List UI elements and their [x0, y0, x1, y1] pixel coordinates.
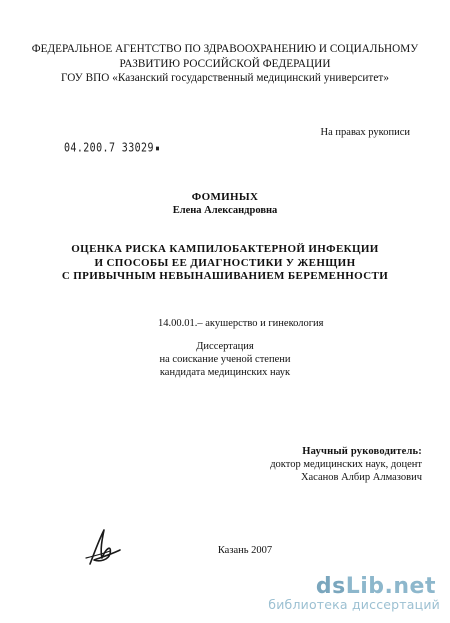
city-year-text: Казань 2007: [217, 545, 273, 556]
supervisor-degree: доктор медицинских наук, доцент: [270, 459, 422, 470]
agency-header: [0, 42, 450, 86]
city-year: [0, 545, 450, 556]
dissertation-title: [0, 243, 450, 284]
degree-line-2: на соискание ученой степени: [159, 354, 291, 365]
agency-line-2: РАЗВИТИЮ РОССИЙСКОЙ ФЕДЕРАЦИИ: [119, 57, 331, 70]
watermark-logo-prefix: ds: [315, 574, 346, 599]
degree-line-1: Диссертация: [196, 341, 254, 352]
author-name: Елена Александровна: [172, 205, 278, 216]
supervisor-block: [270, 445, 422, 484]
degree-statement: [0, 340, 450, 379]
title-line-2: И СПОСОБЫ ЕЕ ДИАГНОСТИКИ У ЖЕНЩИН: [94, 256, 356, 269]
title-line-3: С ПРИВЫЧНЫМ НЕВЫНАШИВАНИЕМ БЕРЕМЕННОСТИ: [61, 270, 389, 282]
title-line-1: ОЦЕНКА РИСКА КАМПИЛОБАКТЕРНОЙ ИНФЕКЦИИ: [71, 243, 379, 255]
university-line: ГОУ ВПО «Казанский государственный медицинский университет»: [61, 72, 389, 84]
supervisor-heading: Научный руководитель:: [302, 446, 422, 457]
library-stamp-number: [64, 142, 159, 156]
supervisor-name: Хасанов Албир Алмазович: [300, 472, 422, 483]
watermark-logo: [316, 574, 436, 599]
specialty-code: 14.00.01.– акушерство и гинекология: [158, 318, 324, 329]
author-surname: ФОМИНЫХ: [191, 191, 259, 203]
stamp-number-text: 04.200.7 33029: [64, 141, 154, 156]
watermark-subtitle: библиотека диссертаций: [268, 597, 440, 612]
watermark-logo-rest: Lib.net: [345, 574, 436, 599]
rights-note: На правах рукописи: [320, 127, 410, 138]
agency-line-1: ФЕДЕРАЛЬНОЕ АГЕНТСТВО ПО ЗДРАВООХРАНЕНИЮ И СОЦИАЛЬНОМУ: [31, 43, 419, 55]
stamp-dot: [156, 146, 159, 150]
degree-line-3: кандидата медицинских наук: [159, 367, 291, 378]
